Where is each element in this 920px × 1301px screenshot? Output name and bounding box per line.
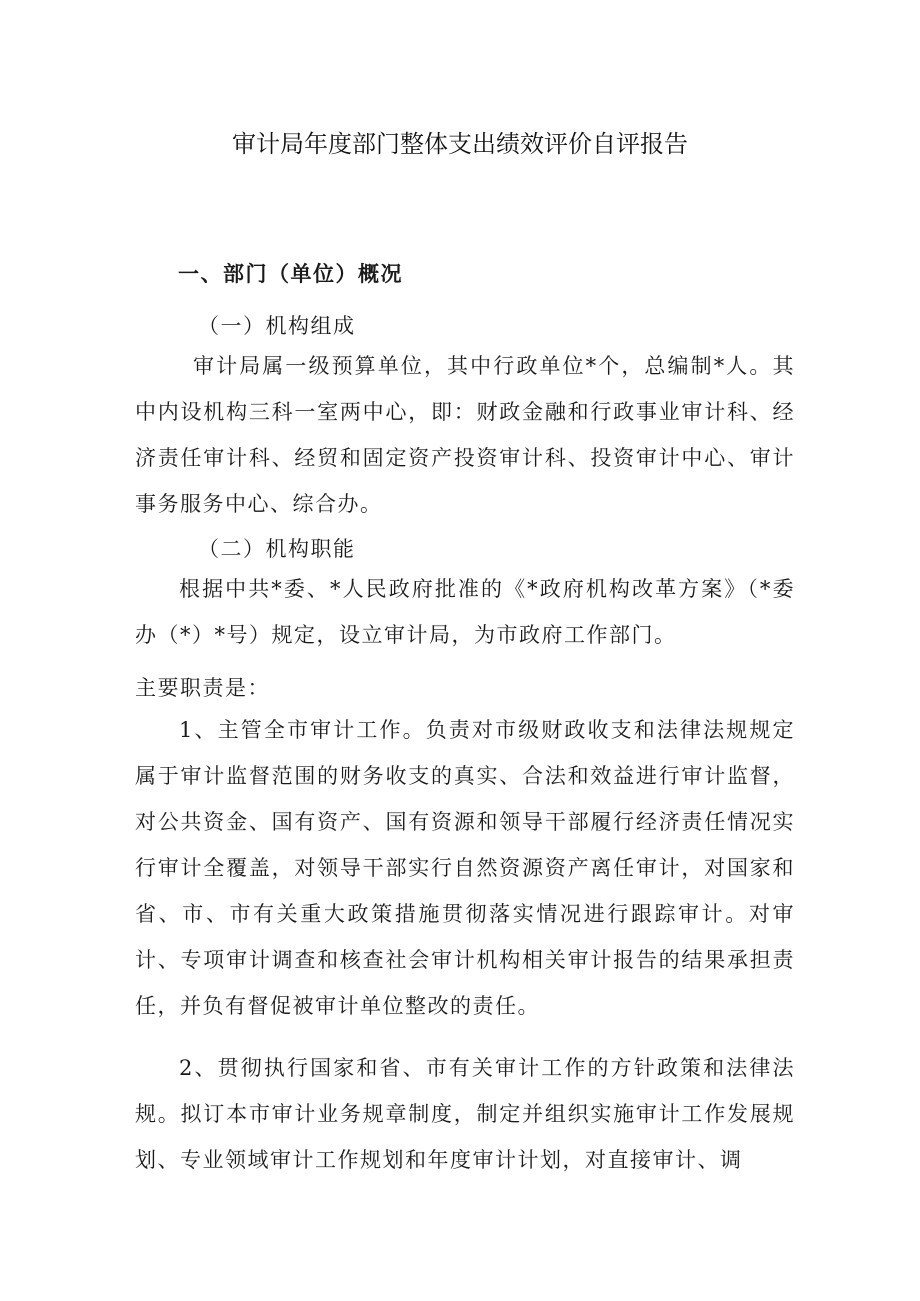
document-title: 审计局年度部门整体支出绩效评价自评报告 [232, 130, 688, 158]
paragraph-functions: 根据中共*委、*人民政府批准的《*政府机构改革方案》（*委办（*）*号）规定，设立审计局，为市政府工作部门。 [135, 577, 795, 647]
paragraph-organization: 审计局属一级预算单位，其中行政单位*个，总编制*人。其中内设机构三科一室两中心，即：财政金融和行政事业审计科、经济责任审计科、经贸和固定资产投资审计科、投资审计中心、审计事务服务中心、综合办。 [135, 354, 795, 516]
paragraph-duty-2: 2、贯彻执行国家和省、市有关审计工作的方针政策和法律法规。拟订本市审计业务规章制度，制定并组织实施审计工作发展规划、专业领域审计工作规划和年度审计计划，对直接审计、调 [135, 1056, 795, 1172]
duties-intro: 主要职责是： [135, 676, 270, 700]
subsection-heading-functions: （二）机构职能 [198, 537, 356, 561]
paragraph-duty-1: 1、主管全市审计工作。负责对市级财政收支和法律法规规定属于审计监督范围的财务收支的真实、合法和效益进行审计监督，对公共资金、国有资产、国有资源和领导干部履行经济责任情况实行审计全覆盖，对领导干部实行自然资源资产离任审计，对国家和省、市、市有关重大政策措施贯彻落实情况进行跟踪审计。对审计、专项审计调查和核查社会审计机构相关审计报告的结果承担责任，并负有督促被审计单位整改的责任。 [135, 718, 795, 1018]
section-heading: 一、部门（单位）概况 [178, 262, 403, 286]
subsection-heading-organization: （一）机构组成 [198, 314, 356, 338]
